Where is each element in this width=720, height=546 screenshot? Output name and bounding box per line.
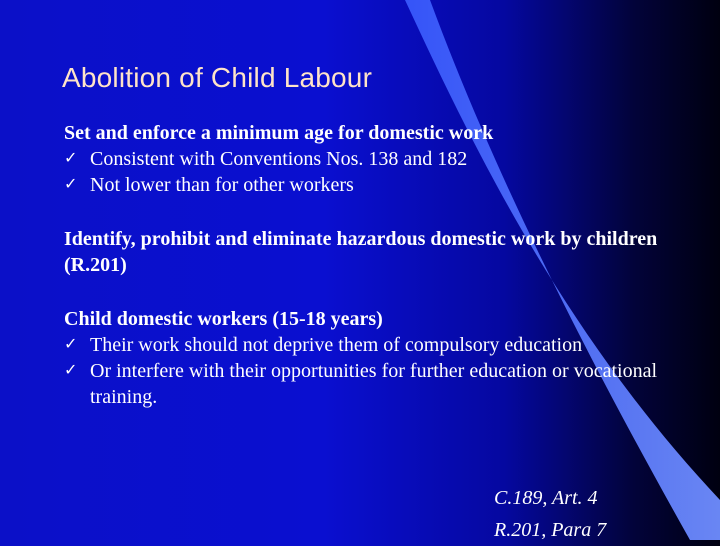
section-minimum-age xyxy=(64,120,674,198)
references xyxy=(494,482,606,546)
section-child-domestic-workers xyxy=(64,306,674,410)
bullet-text: Not lower than for other workers xyxy=(90,174,354,196)
checkmark-icon: ✓ xyxy=(64,176,78,193)
section-hazardous-work xyxy=(64,226,674,278)
checkmark-icon: ✓ xyxy=(64,150,78,167)
bullet-text: Or interfere with their opportunities for further education or vocational training. xyxy=(90,360,658,408)
slide-title: Abolition of Child Labour xyxy=(62,62,373,93)
section-heading: Set and enforce a minimum age for domestic work xyxy=(64,122,494,144)
slide-content xyxy=(64,120,674,438)
bullet-item xyxy=(64,146,674,172)
bullet-item xyxy=(64,332,674,358)
bullet-item xyxy=(64,172,674,198)
checkmark-icon: ✓ xyxy=(64,336,78,353)
bullet-text: Their work should not deprive them of compulsory education xyxy=(90,334,583,356)
section-heading: Child domestic workers (15-18 years) xyxy=(64,308,383,330)
reference-r201: R.201, Para 7 xyxy=(494,519,607,541)
section-heading: Identify, prohibit and eliminate hazardous domestic work by children (R.201) xyxy=(64,228,658,276)
checkmark-icon: ✓ xyxy=(64,362,78,379)
bullet-item xyxy=(64,358,674,410)
bullet-text: Consistent with Conventions Nos. 138 and 182 xyxy=(90,148,468,170)
reference-c189: C.189, Art. 4 xyxy=(494,487,598,509)
